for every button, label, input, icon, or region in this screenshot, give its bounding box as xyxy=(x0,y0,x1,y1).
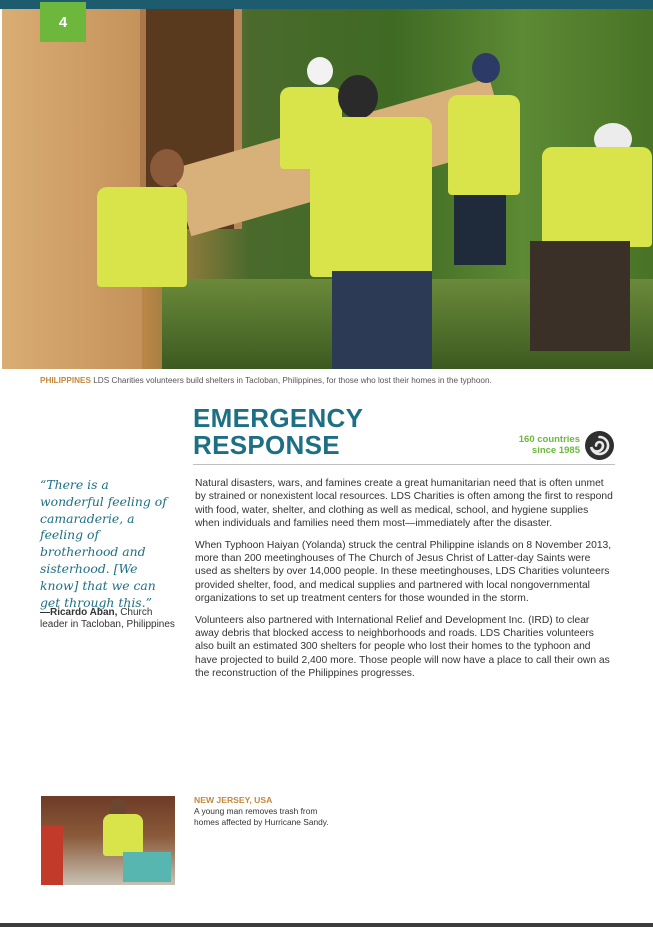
body-paragraph-2: When Typhoon Haiyan (Yolanda) struck the central Philippine islands on 8 November 2013, more than 200 meetinghouses of The Church of Jesus Christ of Latter-day Saints were used as shelters by over 14,000 people. In these meetinghouses, LDS Charities volunteers provided shelter, food, and medical supplies and partnered with local nongovernmental organizations to set up treatment centers for those wounded in the storm. xyxy=(195,539,612,605)
pull-quote: “There is a wonderful feeling of camaraderie, a feeling of brotherhood and sisterhood. [We know] that we can get through this.” xyxy=(40,477,167,610)
swirl-logo-icon xyxy=(585,431,614,460)
caption-location: PHILIPPINES xyxy=(40,376,91,385)
page-number-badge: 4 xyxy=(40,2,86,42)
body-paragraph-3: Volunteers also partnered with International Relief and Development Inc. (IRD) to clear away debris that blocked access to neighborhoods and roads. LDS Charities volunteers also built an estimated 300 shelters for people who lost their homes to the typhoon and have projected to build 2,400 more. Those people will now have a place to call their own as the reconstruction of the Philippines progresses. xyxy=(195,614,610,680)
article-body xyxy=(195,477,615,689)
hero-photo-volunteers xyxy=(2,9,653,369)
quote-role: Church leader in Tacloban, Philippines xyxy=(40,607,175,630)
stat-line-2: since 1985 xyxy=(531,445,580,456)
body-paragraph-1: Natural disasters, wars, and famines create a great humanitarian need that is often unmet by strained or nonexistent local resources. LDS Charities is often among the first to respond with food, water, shelter, and clothing as well as medical, school, and hygiene supplies when individuals and families need them most—immediately after the disaster. xyxy=(195,478,613,530)
thumbnail-caption-location: NEW JERSEY, USA xyxy=(194,795,273,805)
quote-attribution xyxy=(40,607,180,631)
quote-author: —Ricardo Aban, xyxy=(40,607,118,618)
top-color-bar xyxy=(0,0,653,9)
caption-text: LDS Charities volunteers build shelters in Tacloban, Philippines, for those who lost their homes in the typhoon. xyxy=(90,376,492,385)
title-divider xyxy=(193,464,615,465)
hero-photo-caption xyxy=(40,376,640,385)
thumbnail-photo-cleanup xyxy=(41,796,175,885)
stat-line-1: 160 countries xyxy=(518,434,580,445)
thumbnail-caption-text: A young man removes trash from homes affected by Hurricane Sandy. xyxy=(194,806,329,827)
title-line-2: RESPONSE xyxy=(193,430,340,460)
stat-label xyxy=(500,434,580,456)
section-title xyxy=(193,405,363,459)
title-line-1: EMERGENCY xyxy=(193,403,364,433)
thumbnail-caption xyxy=(194,795,334,827)
